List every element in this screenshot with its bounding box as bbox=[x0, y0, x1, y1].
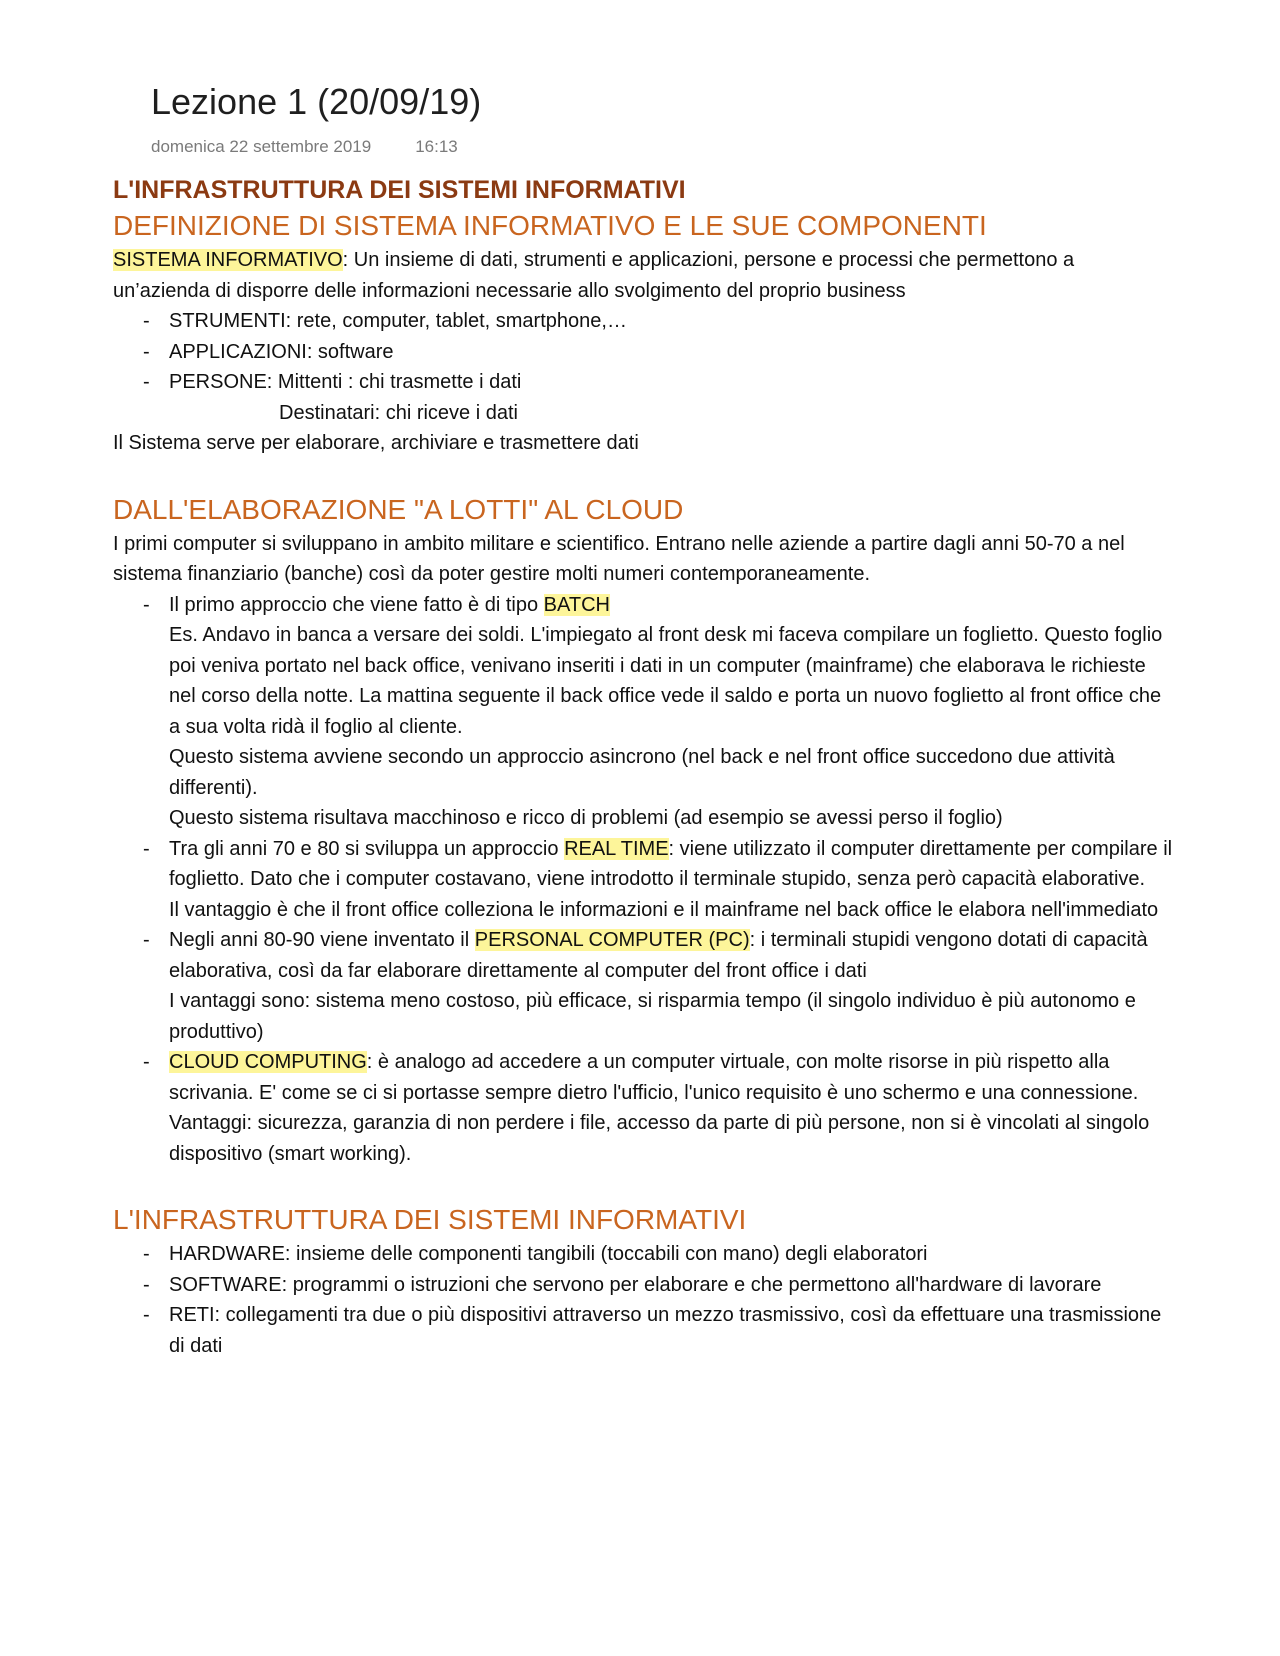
batch-async: Questo sistema avviene secondo un approccio asincrono (nel back e nel front office succedono due attività differenti). bbox=[169, 746, 1115, 799]
highlight-personal-computer: PERSONAL COMPUTER (PC) bbox=[474, 929, 750, 951]
section-heading-definizione: DEFINIZIONE DI SISTEMA INFORMATIVO E LE SUE COMPONENTI bbox=[113, 210, 987, 241]
list-item: - STRUMENTI: rete, computer, tablet, smartphone,… bbox=[113, 306, 1173, 337]
definition-paragraph bbox=[113, 245, 1173, 306]
section-heading-infrastruttura: L'INFRASTRUTTURA DEI SISTEMI INFORMATIVI bbox=[113, 1204, 747, 1235]
main-heading: L'INFRASTRUTTURA DEI SISTEMI INFORMATIVI bbox=[113, 176, 686, 204]
highlight-real-time: REAL TIME bbox=[564, 837, 669, 860]
list-item-persone bbox=[113, 367, 1173, 428]
list-item-pc: - Negli anni 80-90 viene inventato il PERSONAL COMPUTER (PC): i terminali stupidi vengono dotati di capacità elaborativa, così da far elaborare direttamente al computer del front office i dati I vantaggi sono: sistema meno costoso, più efficace, si risparmia tempo (il singolo individuo è più autonomo e produttivo) bbox=[113, 925, 1173, 1047]
list-item: - SOFTWARE: programmi o istruzioni che servono per elaborare e che permettono all'hardware di lavorare bbox=[113, 1270, 1173, 1301]
persone-mittenti: - PERSONE: Mittenti : chi trasmette i dati bbox=[169, 371, 522, 393]
highlight-cloud-computing: CLOUD COMPUTING bbox=[169, 1051, 367, 1073]
intro-paragraph: I primi computer si sviluppano in ambito militare e scientifico. Entrano nelle aziende a partire dagli anni 50-70 a nel sistema finanziario (banche) così da poter gestire molti numeri contemporaneamente. bbox=[113, 532, 1125, 585]
definition-text: : Un insieme di dati, strumenti e applicazioni, persone e processi che permettono a un’azienda di disporre delle informazioni necessarie allo svolgimento del proprio business bbox=[113, 249, 1075, 302]
persone-destinatari: Destinatari: chi riceve i dati bbox=[279, 401, 518, 424]
history-list bbox=[113, 590, 1173, 1170]
list-item: - RETI: collegamenti tra due o più dispositivi attraverso un mezzo trasmissivo, così da effettuare una trasmissione di dati bbox=[113, 1300, 1173, 1361]
note-content bbox=[113, 173, 1173, 1361]
highlight-batch: BATCH bbox=[543, 593, 610, 616]
cloud-advantages: Vantaggi: sicurezza, garanzia di non perdere i file, accesso da parte di più persone, non si è vincolati al singolo dispositivo (smart working). bbox=[169, 1112, 1150, 1165]
list-item-realtime: - Tra gli anni 70 e 80 si sviluppa un approccio REAL TIME: viene utilizzato il computer direttamente per compilare il foglietto. Dato che i computer costavano, viene introdotto il terminale stupido, senza però capacità elaborative. Il vantaggio è che il front office colleziona le informazioni e il mainframe nel back office le elabora nell'immediato bbox=[113, 834, 1173, 926]
batch-problems: Questo sistema risultava macchinoso e ricco di problemi (ad esempio se avessi perso il foglio) bbox=[169, 807, 1003, 829]
closing-paragraph: Il Sistema serve per elaborare, archiviare e trasmettere dati bbox=[113, 432, 639, 454]
components-list bbox=[113, 306, 1173, 428]
page-title: Lezione 1 (20/09/19) bbox=[151, 81, 482, 122]
pc-advantages: I vantaggi sono: sistema meno costoso, più efficace, si risparmia tempo (il singolo individuo è più autonomo e produttivo) bbox=[169, 990, 1136, 1043]
page-date: domenica 22 settembre 2019 bbox=[151, 137, 372, 156]
realtime-advantage: Il vantaggio è che il front office colleziona le informazioni e il mainframe nel back office le elabora nell'immediato bbox=[169, 898, 1159, 921]
section-heading-cloud: DALL'ELABORAZIONE "A LOTTI" AL CLOUD bbox=[113, 493, 684, 525]
page-time: 16:13 bbox=[415, 137, 458, 156]
highlight-sistema-informativo: SISTEMA INFORMATIVO bbox=[113, 249, 343, 271]
page-meta bbox=[151, 136, 458, 158]
list-item: - HARDWARE: insieme delle componenti tangibili (toccabili con mano) degli elaboratori bbox=[113, 1239, 1173, 1270]
list-item-batch: - Il primo approccio che viene fatto è di tipo BATCH Es. Andavo in banca a versare dei soldi. L'impiegato al front desk mi faceva compilare un foglietto. Questo foglio poi veniva portato nel back office, venivano inseriti i dati in un computer (mainframe) che elaborava le richieste nel corso della notte. La mattina seguente il back office vede il saldo e porta un nuovo foglietto al front office che a sua volta ridà il foglio al cliente. Questo sistema avviene secondo un approccio asincrono (nel back e nel front office succedono due attività differenti). Questo sistema risultava macchinoso e ricco di problemi (ad esempio se avessi perso il foglio) bbox=[113, 590, 1173, 834]
list-item-cloud: - CLOUD COMPUTING: è analogo ad accedere a un computer virtuale, con molte risorse in più rispetto alla scrivania. E' come se ci si portasse sempre dietro l'ufficio, l'unico requisito è uno schermo e una connessione. Vantaggi: sicurezza, garanzia di non perdere i file, accesso da parte di più persone, non si è vincolati al singolo dispositivo (smart working). bbox=[113, 1047, 1173, 1169]
batch-example: Es. Andavo in banca a versare dei soldi. L'impiegato al front desk mi faceva compilare un foglietto. Questo foglio poi veniva portato nel back office, venivano inseriti i dati in un computer (mainframe) che elaborava le richieste nel corso della notte. La mattina seguente il back office vede il saldo e porta un nuovo foglietto al front office che a sua volta ridà il foglio al cliente. bbox=[169, 624, 1163, 738]
infrastructure-list bbox=[113, 1239, 1173, 1361]
list-item: - APPLICAZIONI: software bbox=[113, 337, 1173, 368]
